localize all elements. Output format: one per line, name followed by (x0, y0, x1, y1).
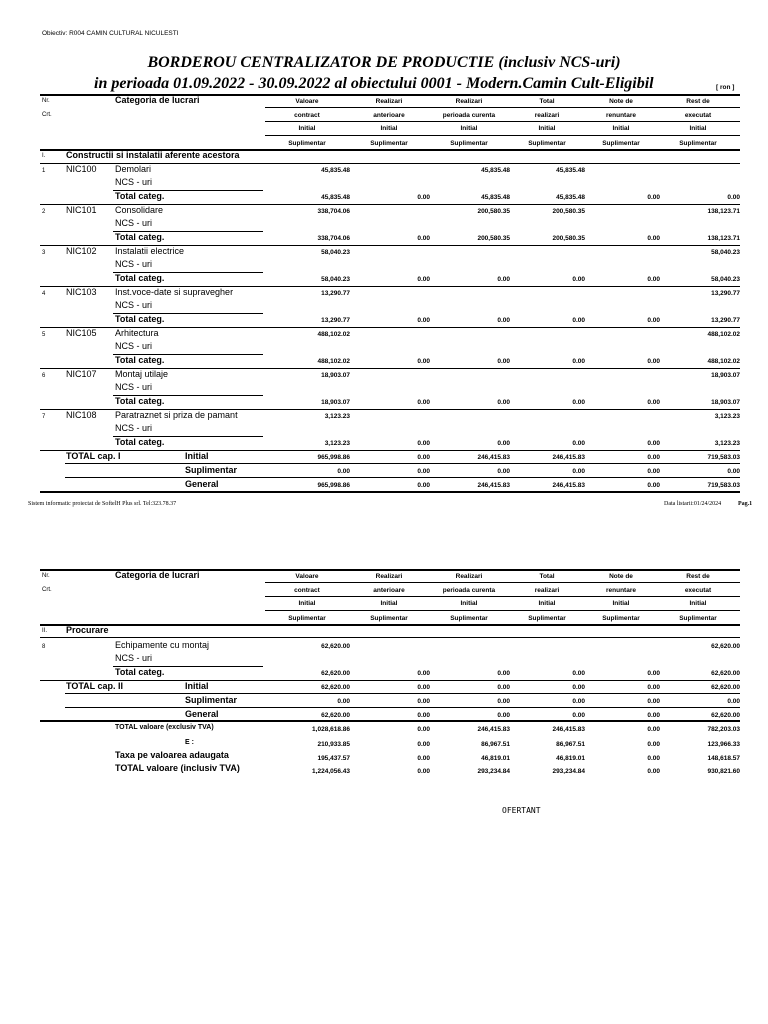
table-cell-value: 1,028,618.86 (312, 726, 350, 733)
table-cell-value: 930,821.60 (707, 768, 740, 775)
total-cap-sublabel: General (185, 479, 219, 489)
table-cell-value: 0.00 (417, 670, 430, 677)
table-rule (40, 680, 740, 681)
table-rule (40, 624, 740, 626)
table-cell-value: 0.00 (417, 454, 430, 461)
header-col-line1: Rest de (686, 573, 710, 580)
header-col-line2: executat (684, 587, 712, 594)
header-col-line1: Realizari (455, 98, 483, 105)
table-cell-value: 246,415.83 (477, 726, 510, 733)
header-col-suplimentar: Suplimentar (679, 615, 717, 622)
total-cap-sublabel: Suplimentar (185, 695, 238, 705)
table-cell-value: 62,620.00 (711, 643, 740, 650)
table-cell-value: 58,040.23 (711, 249, 740, 256)
row-nr: 8 (42, 644, 46, 650)
row-total-label: Total categ. (115, 667, 165, 677)
header-col-suplimentar: Suplimentar (602, 615, 640, 622)
total-cap-label: TOTAL cap. I (66, 451, 121, 461)
objectiv-label: Obiectiv: R004 CAMIN CULTURAL NICULESTI (42, 30, 179, 37)
grand-total-label: TOTAL valoare (exclusiv TVA) (115, 724, 214, 731)
row-nr: 5 (42, 332, 46, 338)
table-cell-value: 0.00 (647, 317, 660, 324)
header-col-line1: Realizari (375, 573, 403, 580)
table-cell-value: 3,123.23 (324, 413, 350, 420)
table-cell-value: 58,040.23 (321, 276, 350, 283)
header-col-line1: Note de (609, 573, 633, 580)
table-cell-value: 18,903.07 (711, 399, 740, 406)
header-col-initial: Initial (460, 600, 478, 607)
header-col-suplimentar: Suplimentar (370, 615, 408, 622)
table-cell-value: 0.00 (572, 670, 585, 677)
table-cell-value: 0.00 (497, 712, 510, 719)
header-col-suplimentar: Suplimentar (370, 140, 408, 147)
table-cell-value: 0.00 (417, 712, 430, 719)
table-cell-value: 0.00 (417, 726, 430, 733)
table-cell-value: 45,835.48 (321, 167, 350, 174)
table-cell-value: 488,102.02 (317, 331, 350, 338)
table-cell-value: 0.00 (727, 468, 740, 475)
table-cell-value: 45,835.48 (321, 194, 350, 201)
table-cell-value: 0.00 (647, 194, 660, 201)
table-cell-value: 0.00 (647, 712, 660, 719)
row-nr: 2 (42, 209, 46, 215)
header-col-suplimentar: Suplimentar (602, 140, 640, 147)
table-cell-value: 0.00 (647, 235, 660, 242)
table-cell-value: 45,835.48 (556, 194, 585, 201)
table-cell-value: 0.00 (647, 698, 660, 705)
total-cap-sublabel: Initial (185, 451, 209, 461)
header-crt: Crt. (42, 587, 52, 593)
grand-total-label: E : (185, 739, 194, 746)
row-code: NIC103 (66, 287, 97, 297)
header-nr: Nr. (42, 573, 50, 579)
document-title-line1: BORDEROU CENTRALIZATOR DE PRODUCTIE (inclusiv NCS-uri) (147, 54, 621, 71)
table-cell-value: 3,123.23 (714, 440, 740, 447)
table-cell-value: 0.00 (647, 670, 660, 677)
table-cell-value: 62,620.00 (321, 684, 350, 691)
table-cell-value: 293,234.84 (552, 768, 585, 775)
row-total-label: Total categ. (115, 396, 165, 406)
table-cell-value: 3,123.23 (324, 440, 350, 447)
table-cell-value: 45,835.48 (481, 194, 510, 201)
table-rule (265, 610, 740, 611)
table-cell-value: 46,819.01 (481, 755, 510, 762)
row-nr: 1 (42, 168, 46, 174)
row-ncs: NCS - uri (115, 177, 153, 187)
ofertant-label: OFERTANT (502, 806, 541, 815)
table-cell-value: 488,102.02 (707, 331, 740, 338)
table-rule (40, 637, 740, 638)
header-col-line1: Valoare (295, 573, 319, 580)
header-col-initial: Initial (460, 125, 478, 132)
table-cell-value: 123,966.33 (707, 741, 740, 748)
header-col-initial: Initial (380, 600, 398, 607)
footer-software: Sistem informatic proiectat de SoftelH Plus srl. Tel:323.78.37 (28, 501, 177, 507)
table-cell-value: 200,580.35 (552, 235, 585, 242)
table-cell-value: 0.00 (647, 741, 660, 748)
header-categoria: Categoria de lucrari (115, 570, 200, 580)
table-cell-value: 86,967.51 (481, 741, 510, 748)
section-title: Constructii si instalatii aferente acestora (66, 150, 240, 160)
header-col-initial: Initial (612, 125, 630, 132)
table-rule (65, 463, 740, 464)
header-col-suplimentar: Suplimentar (288, 140, 326, 147)
header-col-line2: executat (684, 112, 712, 119)
table-cell-value: 200,580.35 (552, 208, 585, 215)
section-number: I. (42, 153, 46, 159)
total-cap-sublabel: General (185, 709, 219, 719)
row-name: Inst.voce-date si supravegher (115, 287, 234, 297)
table-cell-value: 0.00 (497, 358, 510, 365)
row-ncs: NCS - uri (115, 259, 153, 269)
table-cell-value: 0.00 (727, 698, 740, 705)
row-name: Montaj utilaje (115, 369, 169, 379)
table-cell-value: 0.00 (497, 440, 510, 447)
table-rule (265, 121, 740, 122)
row-name: Demolari (115, 164, 152, 174)
header-col-line2: contract (294, 587, 320, 594)
table-cell-value: 62,620.00 (321, 670, 350, 677)
table-cell-value: 0.00 (572, 698, 585, 705)
footer-page: Pag.1 (738, 501, 753, 507)
row-name: Consolidare (115, 205, 164, 215)
table-cell-value: 0.00 (497, 698, 510, 705)
table-rule (265, 582, 740, 583)
table-cell-value: 195,437.57 (317, 755, 350, 762)
table-cell-value: 0.00 (417, 768, 430, 775)
grand-total-label: TOTAL valoare (inclusiv TVA) (115, 763, 240, 773)
section-number: II. (42, 628, 48, 634)
row-code: NIC100 (66, 164, 97, 174)
table-cell-value: 338,704.06 (317, 208, 350, 215)
table-cell-value: 0.00 (417, 399, 430, 406)
table-cell-value: 0.00 (417, 235, 430, 242)
table-cell-value: 18,903.07 (321, 399, 350, 406)
row-ncs: NCS - uri (115, 218, 153, 228)
table-cell-value: 246,415.83 (552, 454, 585, 461)
table-rule (265, 107, 740, 108)
table-cell-value: 0.00 (572, 317, 585, 324)
table-cell-value: 0.00 (497, 276, 510, 283)
footer-date: Data listarii:01/24/2024 (664, 501, 722, 507)
table-cell-value: 0.00 (417, 276, 430, 283)
table-cell-value: 1,224,056.43 (312, 768, 350, 775)
table-cell-value: 0.00 (497, 468, 510, 475)
row-code: NIC105 (66, 328, 97, 338)
header-nr: Nr. (42, 98, 50, 104)
header-col-suplimentar: Suplimentar (528, 615, 566, 622)
table-cell-value: 965,998.86 (317, 482, 350, 489)
grand-total-label: Taxa pe valoarea adaugata (115, 750, 229, 760)
row-ncs: NCS - uri (115, 341, 153, 351)
header-col-line1: Valoare (295, 98, 319, 105)
header-col-line1: Note de (609, 98, 633, 105)
table-cell-value: 0.00 (572, 276, 585, 283)
table-cell-value: 0.00 (572, 399, 585, 406)
table-cell-value: 246,415.83 (552, 726, 585, 733)
row-code: NIC108 (66, 410, 97, 420)
table-cell-value: 0.00 (417, 482, 430, 489)
table-cell-value: 965,998.86 (317, 454, 350, 461)
table-cell-value: 13,290.77 (321, 290, 350, 297)
table-cell-value: 0.00 (572, 684, 585, 691)
table-cell-value: 18,903.07 (321, 372, 350, 379)
header-col-line2: perioada curenta (442, 587, 496, 594)
total-cap-label: TOTAL cap. II (66, 681, 124, 691)
row-total-label: Total categ. (115, 232, 165, 242)
table-cell-value: 3,123.23 (714, 413, 740, 420)
table-rule (265, 135, 740, 136)
row-code: NIC107 (66, 369, 97, 379)
document-title-line2: in perioada 01.09.2022 - 30.09.2022 al obiectului 0001 - Modern.Camin Cult-Eligibil (94, 75, 654, 92)
header-col-line2: anterioare (373, 587, 405, 594)
table-cell-value: 246,415.83 (477, 454, 510, 461)
table-cell-value: 0.00 (572, 358, 585, 365)
table-cell-value: 782,203.03 (707, 726, 740, 733)
header-col-initial: Initial (689, 600, 707, 607)
table-cell-value: 0.00 (497, 670, 510, 677)
table-cell-value: 0.00 (572, 712, 585, 719)
section-title: Procurare (66, 625, 109, 635)
header-col-initial: Initial (380, 125, 398, 132)
header-col-line1: Realizari (455, 573, 483, 580)
table-cell-value: 0.00 (417, 684, 430, 691)
table-cell-value: 86,967.51 (556, 741, 585, 748)
header-col-line1: Total (539, 573, 555, 580)
table-cell-value: 246,415.83 (477, 482, 510, 489)
table-cell-value: 0.00 (647, 399, 660, 406)
header-col-line2: anterioare (373, 112, 405, 119)
table-cell-value: 0.00 (497, 317, 510, 324)
row-nr: 3 (42, 250, 46, 256)
header-col-line2: contract (294, 112, 320, 119)
table-cell-value: 0.00 (417, 741, 430, 748)
row-total-label: Total categ. (115, 437, 165, 447)
table-cell-value: 62,620.00 (321, 643, 350, 650)
table-cell-value: 200,580.35 (477, 208, 510, 215)
table-cell-value: 0.00 (647, 755, 660, 762)
header-col-line2: perioada curenta (442, 112, 496, 119)
table-cell-value: 0.00 (727, 194, 740, 201)
header-col-initial: Initial (538, 600, 556, 607)
table-cell-value: 0.00 (417, 468, 430, 475)
table-rule (65, 477, 740, 478)
table-cell-value: 45,835.48 (556, 167, 585, 174)
table-cell-value: 0.00 (647, 454, 660, 461)
table-cell-value: 13,290.77 (711, 290, 740, 297)
row-total-label: Total categ. (115, 191, 165, 201)
table-cell-value: 45,835.48 (481, 167, 510, 174)
header-col-initial: Initial (689, 125, 707, 132)
table-cell-value: 58,040.23 (711, 276, 740, 283)
table-rule (65, 707, 740, 708)
row-name: Echipamente cu montaj (115, 640, 210, 650)
table-cell-value: 0.00 (647, 482, 660, 489)
table-cell-value: 246,415.83 (552, 482, 585, 489)
table-cell-value: 62,620.00 (711, 684, 740, 691)
row-total-label: Total categ. (115, 355, 165, 365)
table-cell-value: 719,583.03 (707, 482, 740, 489)
header-col-suplimentar: Suplimentar (288, 615, 326, 622)
table-cell-value: 0.00 (647, 726, 660, 733)
table-rule (40, 491, 740, 493)
table-cell-value: 0.00 (417, 755, 430, 762)
table-cell-value: 210,933.85 (317, 741, 350, 748)
header-col-line2: renuntare (606, 587, 636, 594)
header-col-suplimentar: Suplimentar (450, 615, 488, 622)
table-cell-value: 0.00 (417, 358, 430, 365)
table-cell-value: 0.00 (417, 698, 430, 705)
table-cell-value: 0.00 (572, 440, 585, 447)
row-name: Instalatii electrice (115, 246, 185, 256)
header-col-suplimentar: Suplimentar (528, 140, 566, 147)
table-cell-value: 200,580.35 (477, 235, 510, 242)
row-name: Paratraznet si priza de pamant (115, 410, 238, 420)
header-col-line2: realizari (534, 587, 560, 594)
table-cell-value: 488,102.02 (707, 358, 740, 365)
table-cell-value: 62,620.00 (711, 712, 740, 719)
table-cell-value: 0.00 (337, 468, 350, 475)
table-cell-value: 58,040.23 (321, 249, 350, 256)
row-ncs: NCS - uri (115, 382, 153, 392)
row-total-label: Total categ. (115, 314, 165, 324)
table-cell-value: 46,819.01 (556, 755, 585, 762)
header-col-suplimentar: Suplimentar (679, 140, 717, 147)
table-cell-value: 0.00 (647, 468, 660, 475)
table-cell-value: 293,234.84 (477, 768, 510, 775)
row-name: Arhitectura (115, 328, 159, 338)
table-cell-value: 338,704.06 (317, 235, 350, 242)
table-cell-value: 13,290.77 (711, 317, 740, 324)
table-cell-value: 0.00 (417, 194, 430, 201)
total-cap-sublabel: Suplimentar (185, 465, 238, 475)
table-rule (265, 596, 740, 597)
table-cell-value: 0.00 (647, 440, 660, 447)
header-col-suplimentar: Suplimentar (450, 140, 488, 147)
row-nr: 4 (42, 291, 46, 297)
header-col-initial: Initial (298, 125, 316, 132)
header-col-line2: realizari (534, 112, 560, 119)
total-cap-sublabel: Initial (185, 681, 209, 691)
table-rule (65, 693, 740, 694)
table-cell-value: 719,583.03 (707, 454, 740, 461)
currency-label: [ ron ] (716, 84, 735, 91)
row-ncs: NCS - uri (115, 653, 153, 663)
table-rule (40, 450, 740, 451)
table-cell-value: 138,123.71 (707, 235, 740, 242)
row-ncs: NCS - uri (115, 423, 153, 433)
table-cell-value: 488,102.02 (317, 358, 350, 365)
table-cell-value: 18,903.07 (711, 372, 740, 379)
table-cell-value: 0.00 (497, 399, 510, 406)
table-cell-value: 0.00 (647, 358, 660, 365)
row-nr: 7 (42, 414, 46, 420)
row-code: NIC102 (66, 246, 97, 256)
table-cell-value: 0.00 (337, 698, 350, 705)
header-col-line1: Total (539, 98, 555, 105)
table-cell-value: 0.00 (417, 440, 430, 447)
header-crt: Crt. (42, 112, 52, 118)
header-col-line1: Rest de (686, 98, 710, 105)
table-rule (40, 720, 740, 722)
table-cell-value: 148,618.57 (707, 755, 740, 762)
header-categoria: Categoria de lucrari (115, 95, 200, 105)
table-cell-value: 138,123.71 (707, 208, 740, 215)
header-col-line2: renuntare (606, 112, 636, 119)
table-cell-value: 0.00 (417, 317, 430, 324)
row-nr: 6 (42, 373, 46, 379)
row-ncs: NCS - uri (115, 300, 153, 310)
row-code: NIC101 (66, 205, 97, 215)
table-cell-value: 13,290.77 (321, 317, 350, 324)
row-total-label: Total categ. (115, 273, 165, 283)
table-cell-value: 0.00 (572, 468, 585, 475)
header-col-initial: Initial (538, 125, 556, 132)
header-col-line1: Realizari (375, 98, 403, 105)
table-cell-value: 62,620.00 (321, 712, 350, 719)
table-cell-value: 0.00 (647, 768, 660, 775)
table-cell-value: 0.00 (647, 684, 660, 691)
table-cell-value: 0.00 (647, 276, 660, 283)
table-cell-value: 62,620.00 (711, 670, 740, 677)
header-col-initial: Initial (298, 600, 316, 607)
header-col-initial: Initial (612, 600, 630, 607)
table-cell-value: 0.00 (497, 684, 510, 691)
